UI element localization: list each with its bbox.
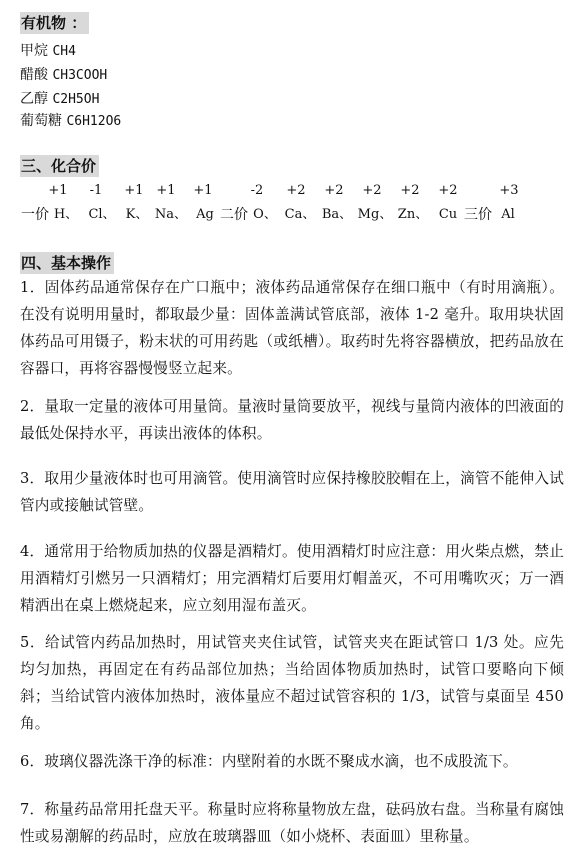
valence-prefix: 三价	[464, 207, 492, 223]
valence-value: +1	[48, 183, 68, 198]
valence-value: +2	[286, 183, 306, 198]
organic-name: 葡萄糖	[20, 113, 62, 129]
organic-formula: CH4	[52, 44, 76, 59]
valence-prefix: 二价	[220, 207, 248, 223]
operation-paragraph: 3．取用少量液体时也可用滴管。使用滴管时应保持橡胶胶帽在上，滴管不能伸入试管内或接触试管壁。	[20, 470, 564, 514]
valence-element: Ba、	[321, 207, 353, 222]
valence-element: Ca、	[284, 207, 316, 222]
valence-element: Cl、	[88, 207, 116, 222]
operation-paragraph: 2．量取一定量的液体可用量筒。量液时量筒要放平，视线与量筒内液体的凹液面的最低处保持水平，再读出液体的体积。	[20, 398, 564, 442]
valence-value: +3	[499, 183, 519, 198]
organic-item	[20, 65, 107, 86]
valence-value: -1	[89, 183, 103, 198]
valence-heading: 三、化合价	[20, 155, 99, 177]
valence-value: +1	[193, 183, 213, 198]
organics-heading: 有机物 ：	[20, 12, 89, 34]
operation-paragraph: 5．给试管内药品加热时，用试管夹夹住试管，试管夹夹在距试管口 1/3 处。应先均匀加热，再固定在有药品部位加热；当给固体物质加热时，试管口要略向下倾斜；当给试管内液体加热时，液体量应不超过试管容积的 1/3，试管与桌面呈 450 角。	[20, 634, 564, 732]
valence-element: Mg、	[357, 207, 393, 222]
organic-item	[20, 111, 121, 132]
valence-values-row	[0, 181, 580, 201]
operation-paragraph: 1．固体药品通常保存在广口瓶中；液体药品通常保存在细口瓶中（有时用滴瓶）。在没有说明用量时，都取最少量：固体盖满试管底部，液体 1-2 毫升。取用块状固体药品可用镊子，粉末状的可用药匙（或纸槽）。取药时先将容器横放，把药品放在容器口，再将容器慢慢竖立起来。	[20, 279, 564, 377]
valence-element: H、	[53, 207, 79, 222]
operation-paragraph: 6．玻璃仪器洗涤干净的标准：内壁附着的水既不聚成水滴，也不成股流下。	[20, 753, 518, 770]
valence-value: +2	[324, 183, 344, 198]
organic-name: 乙醇	[20, 91, 48, 107]
valence-elements-row	[0, 205, 580, 225]
operation-paragraph: 4．通常用于给物质加热的仪器是酒精灯。使用酒精灯时应注意：用火柴点燃，禁止用酒精灯引燃另一只酒精灯；用完酒精灯后要用灯帽盖灭，不可用嘴吹灭；万一酒精洒出在桌上燃烧起来，应立刻用湿布盖灭。	[20, 543, 564, 614]
valence-element: Ag	[196, 207, 214, 222]
valence-element: Zn、	[397, 207, 429, 222]
valence-value: +1	[156, 183, 176, 198]
organic-item	[20, 41, 76, 62]
organic-name: 甲烷	[20, 43, 48, 59]
valence-prefix: 一价	[21, 207, 49, 223]
valence-element: O、	[253, 207, 277, 222]
operations-heading: 四、基本操作	[20, 252, 114, 274]
organic-formula: C6H12O6	[66, 114, 122, 129]
organic-name: 醋酸	[20, 67, 48, 83]
valence-element: K、	[125, 207, 149, 222]
valence-value: +2	[400, 183, 420, 198]
valence-element: Cu	[438, 207, 458, 222]
operation-paragraph: 7．称量药品常用托盘天平。称量时应将称量物放左盘，砝码放右盘。当称量有腐蚀性或易潮解的药品时，应放在玻璃器皿（如小烧杯、表面皿）里称量。	[20, 801, 564, 845]
valence-value: -2	[250, 183, 264, 198]
valence-element: Al	[501, 207, 515, 222]
valence-value: +2	[438, 183, 458, 198]
organic-item	[20, 89, 99, 110]
valence-element: Na、	[154, 207, 188, 222]
organic-formula: CH3COOH	[52, 68, 108, 83]
organic-formula: C2H5OH	[52, 92, 100, 107]
valence-value: +1	[124, 183, 144, 198]
valence-value: +2	[362, 183, 382, 198]
